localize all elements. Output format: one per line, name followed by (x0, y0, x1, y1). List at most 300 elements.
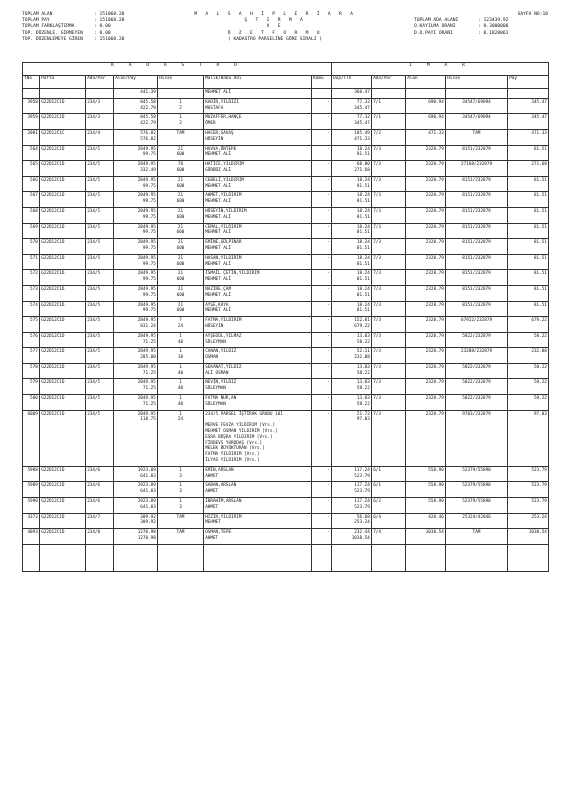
owner-line: HASAN,YILDIRIM (205, 255, 242, 261)
cell-imar-alan: 420.46 (406, 513, 446, 529)
cell-hisse-line: 21 (177, 177, 184, 183)
column-header: Alan/Pay (114, 76, 158, 89)
owner-line: EMİNE,GÜLPINAR (205, 240, 242, 246)
owner-line: FATMA NUR,AN (205, 396, 237, 402)
owner-line: HATİCE,YILDIRIM (205, 162, 244, 168)
cell-no: 578 (23, 363, 40, 379)
column-header: Malik/Baba Adı (204, 76, 312, 89)
cell-owner (204, 254, 312, 270)
header-label: TOPLAM ADA ALANI (414, 18, 459, 24)
owner-line: FATMA,YILDIRIM (205, 318, 242, 324)
table-row (23, 301, 549, 317)
cell-alan-line: 641.03 (140, 473, 156, 479)
cell-alan-line: 99.75 (142, 214, 156, 220)
owner-line: OSMAN (205, 355, 219, 361)
cell-ada: 234/5 (86, 395, 114, 411)
cell-imar-hisse: TAM (446, 129, 508, 145)
header-label: O.KAYILMA ORANI (414, 24, 456, 30)
owner-line: SEKANAT,YILDIZ (205, 364, 242, 370)
cell-imar-hisse: 5822/232879 (446, 332, 508, 348)
cell-imar-alan: 2328.79 (406, 176, 446, 192)
header-field (22, 37, 182, 43)
table-row (23, 317, 549, 333)
cell-dop-line: 21.72 (356, 411, 370, 417)
table-row (23, 529, 549, 545)
cell-dop: 360.47 (332, 89, 372, 99)
cell-pay: 81.51 (508, 239, 549, 255)
cell-alan (114, 161, 158, 177)
table-row (23, 254, 549, 270)
cell-alan (114, 482, 158, 498)
owner-line: MEHMET ALİ (205, 292, 232, 298)
owner-line: HÜSEYİN (205, 136, 224, 142)
cell-dop-line: 18.24 (356, 302, 370, 308)
cell-owner (204, 239, 312, 255)
cell-alan (114, 317, 158, 333)
cell-alan-line: 2849.95 (137, 208, 156, 214)
cell-dop-line: 58.22 (356, 401, 370, 407)
owner-line: SÜLEYMAN (205, 401, 226, 407)
column-header: Kamu (312, 76, 332, 89)
cell-hisse (158, 363, 204, 379)
cell-pay: 81.51 (508, 285, 549, 301)
cell-dop-line: 523.79 (354, 473, 370, 479)
cell-dop-line: 232.44 (354, 530, 370, 536)
cell-alan-line: 99.75 (142, 199, 156, 205)
cell-alan (114, 379, 158, 395)
header-label: D.O.PAYI ORANI (414, 30, 453, 36)
cell-owner (204, 466, 312, 482)
cell-hisse-line: 600 (176, 230, 185, 236)
cell-pay: 58.22 (508, 379, 549, 395)
cell-dop-line: 13.03 (356, 396, 370, 402)
cell-hisse-line: 600 (176, 245, 185, 251)
cell-alan-line: 2849.95 (137, 255, 156, 261)
cell-hisse-line: 21 (177, 208, 184, 214)
cell-hisse-line: 24 (177, 323, 184, 329)
cell-kamu: - (312, 192, 332, 208)
report-title-block (190, 12, 360, 43)
owner-line: HÜSEYİN,YILDIRIM (205, 208, 247, 214)
owner-line: AHMET (205, 473, 219, 479)
cell-hisse (158, 176, 204, 192)
cell-alan (114, 176, 158, 192)
cell-kamu: - (312, 379, 332, 395)
cell-ada: 234/5 (86, 285, 114, 301)
cell-dop (332, 332, 372, 348)
cell-imar-hisse: 52379/55890 (446, 498, 508, 514)
cell-alan-line: 99.75 (142, 308, 156, 314)
cell-hisse (158, 145, 204, 161)
cell-dop-line: 81.51 (356, 183, 370, 189)
cell-alan-line: 641.03 (140, 489, 156, 495)
cell-imar-hisse: 5822/232879 (446, 363, 508, 379)
cell-alan-line: 845.58 (140, 99, 156, 105)
cell-hisse (158, 410, 204, 466)
cell-ada: 234/5 (86, 317, 114, 333)
cell-alan (114, 145, 158, 161)
cell-imar-alan: 2328.79 (406, 145, 446, 161)
owner-line: MEHMET (205, 520, 221, 526)
cell-pafta: G22D12C1D (40, 270, 86, 286)
cell-kamu: - (312, 285, 332, 301)
cell-hisse (158, 161, 204, 177)
cell-alan-line: 99.75 (142, 261, 156, 267)
cell-owner (204, 395, 312, 411)
cell-ada: 234/5 (86, 270, 114, 286)
cell-pafta: G22D12C1D (40, 239, 86, 255)
cell-hisse-line: 600 (176, 152, 185, 158)
table-row (23, 482, 549, 498)
cell-pay: 471.33 (508, 129, 549, 145)
cell-imar-ada: 6/1 (372, 466, 406, 482)
cell-pay: 679.22 (508, 317, 549, 333)
cell-kamu: - (312, 395, 332, 411)
cell-owner (204, 301, 312, 317)
cell-dop-line: 271.68 (354, 167, 370, 173)
cell-hisse-line: 600 (176, 199, 185, 205)
cell-imar-ada: 7/1 (372, 114, 406, 130)
cell-alan-line: 641.03 (140, 504, 156, 510)
cell-imar-ada: 6/1 (372, 482, 406, 498)
cell-kamu: - (312, 301, 332, 317)
cell-pay: 81.51 (508, 176, 549, 192)
cell-alan-line: 2849.95 (137, 224, 156, 230)
cell-alan (114, 223, 158, 239)
table-row (23, 513, 549, 529)
cell-dop-line: 18.24 (356, 255, 370, 261)
cell-dop-line: 18.24 (356, 193, 370, 199)
cell-hisse (158, 466, 204, 482)
cell-alan-line: 99.75 (142, 183, 156, 189)
cell-imar-ada: 6/4 (372, 513, 406, 529)
cell-no: 4093 (23, 529, 40, 545)
cell-kamu: - (312, 207, 332, 223)
cell-dop (332, 254, 372, 270)
cell-hisse-line: 1 (179, 499, 182, 505)
owner-line: MUZAFFER,HANÇE (205, 115, 242, 121)
owner-line: FATMA YILDIRIM [Vrs.] (205, 452, 260, 458)
cell-hisse (158, 270, 204, 286)
cell-hisse-line: 1 (179, 411, 182, 417)
cell-dop-line: 77.32 (356, 115, 370, 121)
cell-hisse-line: 2 (179, 121, 182, 127)
table-row (23, 363, 549, 379)
table-row (23, 145, 549, 161)
cell-imar-hisse: 67922/232879 (446, 317, 508, 333)
cell-imar-alan: 2328.79 (406, 332, 446, 348)
cell-alan-line: 1270.98 (137, 536, 156, 542)
cell-dop (332, 466, 372, 482)
cell-dop (332, 161, 372, 177)
cell-hisse-line: 2 (179, 105, 182, 111)
cell-dop-line: 105.49 (354, 130, 370, 136)
cell-no: 3958 (23, 98, 40, 114)
cell-hisse-line: 21 (177, 255, 184, 261)
cell-hisse-line: 600 (176, 183, 185, 189)
cell-imar-ada: 7/3 (372, 270, 406, 286)
cell-alan-line: 2849.95 (137, 364, 156, 370)
cell-no: 566 (23, 176, 40, 192)
owner-line: CEBELİ,YILDIRIM (205, 177, 244, 183)
cell-no: 568 (23, 207, 40, 223)
cell-pay: 253.24 (508, 513, 549, 529)
cell-kamu: - (312, 332, 332, 348)
cell-hisse-line: 3 (179, 473, 182, 479)
cell-dop-line: 523.79 (354, 489, 370, 495)
owner-line: ÖMER (205, 121, 216, 127)
cell-dop-line: 679.22 (354, 323, 370, 329)
cell-alan-line: 2849.95 (137, 396, 156, 402)
column-header: Dop/TTh (332, 76, 372, 89)
cell-alan-line: 2849.95 (137, 349, 156, 355)
owner-line: MEHMET ALİ (205, 308, 232, 314)
cell-no: 567 (23, 192, 40, 208)
cell-kamu: - (312, 161, 332, 177)
cell-no: 565 (23, 161, 40, 177)
cell-alan (114, 332, 158, 348)
column-header: Ada/Par (372, 76, 406, 89)
cell-dop-line: 18.24 (356, 271, 370, 277)
totals-block (22, 12, 182, 43)
cell-imar-alan: 2328.79 (406, 285, 446, 301)
cell-alan-line: 99.75 (142, 245, 156, 251)
cell-kamu: - (312, 482, 332, 498)
cell-pafta: G22D12C1D (40, 254, 86, 270)
cell-alan-line: 71.25 (142, 339, 156, 345)
cell-hisse-line: 600 (176, 277, 185, 283)
cell-alan-line: 99.75 (142, 292, 156, 298)
cell-dop-line: 18.24 (356, 146, 370, 152)
cell-no: 574 (23, 301, 40, 317)
cell-hisse (158, 395, 204, 411)
cell-imar-hisse: 8151/232879 (446, 239, 508, 255)
cell-imar-hisse: 8151/232879 (446, 192, 508, 208)
cell-imar-ada: 7/3 (372, 332, 406, 348)
cell-dop-line: 1038.54 (351, 536, 370, 542)
owner-line: HÜSEYİN (205, 323, 224, 329)
cell-imar-hisse: 5822/232879 (446, 395, 508, 411)
cell-pay: 81.51 (508, 301, 549, 317)
cell-imar-ada: 7/3 (372, 285, 406, 301)
cell-no: 579 (23, 379, 40, 395)
cell-hisse-line: 40 (177, 339, 184, 345)
cell-pay: 1038.54 (508, 529, 549, 545)
cell-hisse-line: 21 (177, 146, 184, 152)
cell-hisse-line: TAM (176, 530, 185, 536)
header-field (414, 31, 548, 37)
cell-no: 564 (23, 145, 40, 161)
cell-imar-alan: 2328.79 (406, 317, 446, 333)
cell-dop (332, 410, 372, 466)
cell-hisse-line: 40 (177, 386, 184, 392)
cell-owner (204, 207, 312, 223)
header-value: : 0.1828861 (478, 30, 509, 36)
cell-kamu: - (312, 363, 332, 379)
table-row (23, 89, 549, 99)
cell-imar-alan: 2328.79 (406, 254, 446, 270)
cell-imar-alan: 558.90 (406, 466, 446, 482)
cell-dop-line: 81.51 (356, 277, 370, 283)
cell-alan-line: 99.75 (142, 230, 156, 236)
cell-imar-ada: 7/2 (372, 129, 406, 145)
table-row (23, 498, 549, 514)
cell-owner (204, 176, 312, 192)
cell-hisse-line: 600 (176, 308, 185, 314)
cell-imar-alan: 471.33 (406, 129, 446, 145)
cell-dop-line: 81.51 (356, 261, 370, 267)
cell-owner (204, 379, 312, 395)
cell-kamu: - (312, 317, 332, 333)
cell-dop-line: 13.03 (356, 333, 370, 339)
cell-dop-line: 58.22 (356, 386, 370, 392)
cell-hisse-line: 3 (179, 504, 182, 510)
cell-alan-line: 1923.09 (137, 483, 156, 489)
header-label: TOPLAM ALAN (22, 12, 53, 17)
cell-alan-line: 831.24 (140, 323, 156, 329)
cell-dop (332, 239, 372, 255)
cell-imar-hisse: 8151/232879 (446, 176, 508, 192)
owner-line: AYŞEGÜL,YILMAZ (205, 333, 242, 339)
cell-no: 576 (23, 332, 40, 348)
cell-dop-line: 18.24 (356, 224, 370, 230)
owner-line: AHMET,YILDIRIM (205, 193, 242, 199)
cell-dop (332, 301, 372, 317)
cell-owner (204, 498, 312, 514)
owner-line: AHMET (205, 489, 219, 495)
cell-pafta: G22D12C1D (40, 529, 86, 545)
cell-alan-line: 845.58 (140, 115, 156, 121)
cell-ada: 234/7 (86, 513, 114, 529)
column-header: Hisse (446, 76, 508, 89)
owner-line: ESRA BÜŞRA YILDIRIM [Vrs.] (205, 434, 273, 440)
header-value: : 0.3000000 (478, 24, 509, 30)
cell-hisse-line: 21 (177, 240, 184, 246)
cell-imar-hisse: 8151/232879 (446, 223, 508, 239)
cell-pafta: G22D12C1D (40, 513, 86, 529)
cell-imar-hisse: 27168/232879 (446, 161, 508, 177)
cell-dop-line: 56.68 (356, 514, 370, 520)
cell-alan-line: 332.49 (140, 167, 156, 173)
cell-pay: 345.47 (508, 98, 549, 114)
cell-alan (114, 98, 158, 114)
cell-pafta: G22D12C1D (40, 145, 86, 161)
owner-line: EMİN,ARSLAN (205, 467, 234, 473)
cell-imar-ada: 7/3 (372, 145, 406, 161)
cell-alan (114, 192, 158, 208)
cell-owner (204, 98, 312, 114)
cell-pafta: G22D12C1D (40, 98, 86, 114)
kadastro-banner: K A D A S T R O (23, 63, 332, 76)
cell-dop-line: 58.22 (356, 339, 370, 345)
cell-dop (332, 348, 372, 364)
cell-alan-line: 309.92 (140, 514, 156, 520)
cell-ada: 234/5 (86, 363, 114, 379)
cell-ada: 234/5 (86, 207, 114, 223)
cell-alan-line: 576.82 (140, 136, 156, 142)
cell-dop-line: 77.32 (356, 99, 370, 105)
owner-line: MUSTAFA (205, 105, 224, 111)
cell-alan-line: 2849.95 (137, 193, 156, 199)
owner-line: İLYAS YILDIRIM [Vrs.] (205, 458, 260, 464)
cell-hisse-line: 1 (179, 483, 182, 489)
cell-imar-alan: 558.90 (406, 498, 446, 514)
cell-pafta: G22D12C1D (40, 379, 86, 395)
imar-banner: İ M A R (332, 63, 549, 76)
cell-dop (332, 192, 372, 208)
cell-dop-line: 81.51 (356, 292, 370, 298)
cell-dop-line: 18.24 (356, 240, 370, 246)
cell-ada: 234/5 (86, 176, 114, 192)
cell-imar-ada: 7/1 (372, 98, 406, 114)
cell-hisse-line: 1 (179, 396, 182, 402)
owner-line: MEHMET ALİ (205, 199, 232, 205)
cell-ada: 234/5 (86, 348, 114, 364)
owner-line: SÜLEYMAN (205, 339, 226, 345)
cell-dop (332, 207, 372, 223)
cell-kamu: - (312, 270, 332, 286)
cell-alan-line: 422.79 (140, 121, 156, 127)
cell-imar-alan: 2328.79 (406, 363, 446, 379)
page-number: SAYFA NO:10 (517, 12, 548, 17)
owner-line: FİRDEVS YURDDAŞ [Vrs.] (205, 440, 263, 446)
cell-alan (114, 239, 158, 255)
cell-dop-line: 18.24 (356, 177, 370, 183)
table-row (23, 270, 549, 286)
cell-alan (114, 348, 158, 364)
ownership-table (22, 62, 549, 572)
cell-imar-hisse: 8151/232879 (446, 270, 508, 286)
cell-alan-line: 2849.95 (137, 146, 156, 152)
owner-line: MERVE FEVZA YILDIRIM [Vrs.] (205, 423, 276, 429)
cell-dop (332, 529, 372, 545)
cell-imar-ada: 7/3 (372, 161, 406, 177)
cell-hisse-line: 600 (176, 214, 185, 220)
cell-pay: 81.51 (508, 254, 549, 270)
cell-ada: 234/6 (86, 466, 114, 482)
cell-dop (332, 317, 372, 333)
cell-imar-ada: 7/3 (372, 379, 406, 395)
cell-no: 575 (23, 317, 40, 333)
report-title-conjunction: V E (266, 24, 284, 30)
owner-line: MEHMET ALİ (205, 152, 232, 158)
cell-hisse-line: 40 (177, 370, 184, 376)
cell-no: 5989 (23, 482, 40, 498)
cell-hisse-line: 10 (177, 355, 184, 361)
cell-kamu: - (312, 254, 332, 270)
cell-alan (114, 129, 158, 145)
cell-dop-line: 97.03 (356, 417, 370, 423)
cell-alan-line: 1270.98 (137, 530, 156, 536)
cell-imar-hisse: 9703/232879 (446, 410, 508, 466)
cell-alan (114, 254, 158, 270)
cell-imar-ada: 7/3 (372, 395, 406, 411)
cell-ada: 234/5 (86, 192, 114, 208)
cell-imar-alan: 558.90 (406, 482, 446, 498)
cell-pafta: G22D12C1D (40, 332, 86, 348)
cell-imar-alan: 690.94 (406, 114, 446, 130)
cell-imar-hisse: 8151/232879 (446, 254, 508, 270)
cell-alan (114, 270, 158, 286)
cell-no: 572 (23, 270, 40, 286)
cell-alan-line: 118.75 (140, 417, 156, 423)
cell-no: 573 (23, 285, 40, 301)
cell-hisse (158, 317, 204, 333)
cell-ada: 234/5 (86, 254, 114, 270)
cell-alan (114, 466, 158, 482)
cell-ada: 234/5 (86, 161, 114, 177)
cell-dop-line: 18.24 (356, 286, 370, 292)
